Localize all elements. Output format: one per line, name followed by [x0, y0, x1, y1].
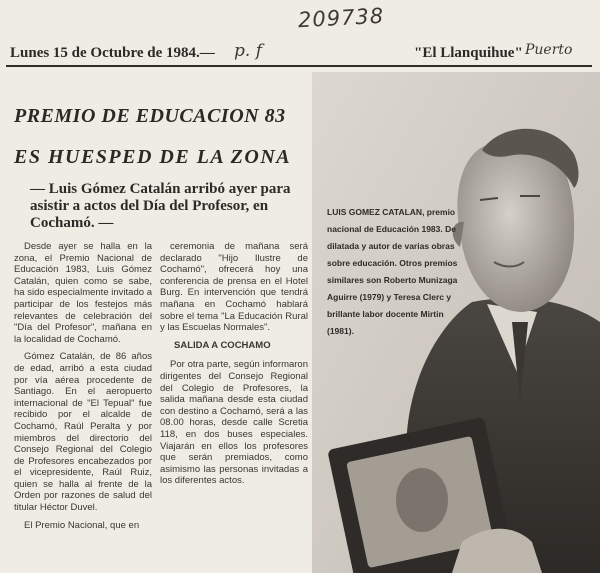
- paragraph: ceremonia de mañana será declarado "Hijo Ilustre de Cochamó", ofrecerá hoy una conferencia de prensa en el Hotel Burg. En intervención que tendrá mañana en Cochamó hablará sobre el tema "La Educación Rural y las Escuelas Normales".: [160, 241, 308, 334]
- paragraph: Por otra parte, según informaron dirigentes del Consejo Regional del Colegio de Profesores, la salida mañana desde esta ciudad con destino a Cochamó, será a las 08.00 horas, desde calle Scretia 118, en dos buses especiales. Viajarán en ellos los profesores que serán premiados, como asimismo las personas invitadas a los diferentes actos.: [160, 359, 308, 487]
- article-column-2: [160, 241, 308, 493]
- article-subhead: — Luis Gómez Catalán arribó ayer para asistir a actos del Día del Profesor, en Cochamó. —: [30, 181, 291, 231]
- dateline: [6, 41, 592, 67]
- paragraph: Gómez Catalán, de 86 años de edad, arribó a esta ciudad por vía aérea procedente de Santiago. En el aeropuerto internacional de "El Tepual" fue recibido por el alcalde de Cochamó, Raúl Peralta y por miembros del directorio del Consejo Regional del Colegio de Profesores encabezados por el vicepresidente, Raúl Ruiz, quien se halla al frente de la Orden por razones de salud del titular Héctor Duvel.: [14, 351, 152, 514]
- newspaper-name: "El Llanquihue": [414, 45, 523, 61]
- handwritten-catalog-number: 209738: [297, 3, 385, 33]
- handwritten-city: Puerto: [525, 42, 573, 58]
- paragraph: El Premio Nacional, que en: [24, 519, 140, 531]
- headline-secondary: ES HUESPED DE LA ZONA: [14, 146, 292, 168]
- section-subheading: SALIDA A COCHAMO: [174, 339, 271, 351]
- publication-date: Lunes 15 de Octubre de 1984.—: [10, 45, 215, 61]
- photo-caption: LUIS GOMEZ CATALAN, premio nacional de Educación 1983. De dilatada y autor de varias obras sobre educación. Otros premios similares son Roberto Munizaga Aguirre (1979) y Teresa Clerc y brillante labor docente Mirtin (1981).: [327, 207, 458, 336]
- paragraph: Desde ayer se halla en la zona, el Premio Nacional de Educación 1983, Luis Gómez Catalán, quien como se sabe, ha sido especialmente invitado a participar de los festejos más relevantes de celebración del "Día del Profesor", mañana en la localidad de Cochamó.: [14, 241, 152, 345]
- headline-primary: PREMIO DE EDUCACION 83: [14, 105, 286, 127]
- article-column-1: [14, 241, 152, 537]
- handwritten-annotation: p. f: [234, 41, 262, 61]
